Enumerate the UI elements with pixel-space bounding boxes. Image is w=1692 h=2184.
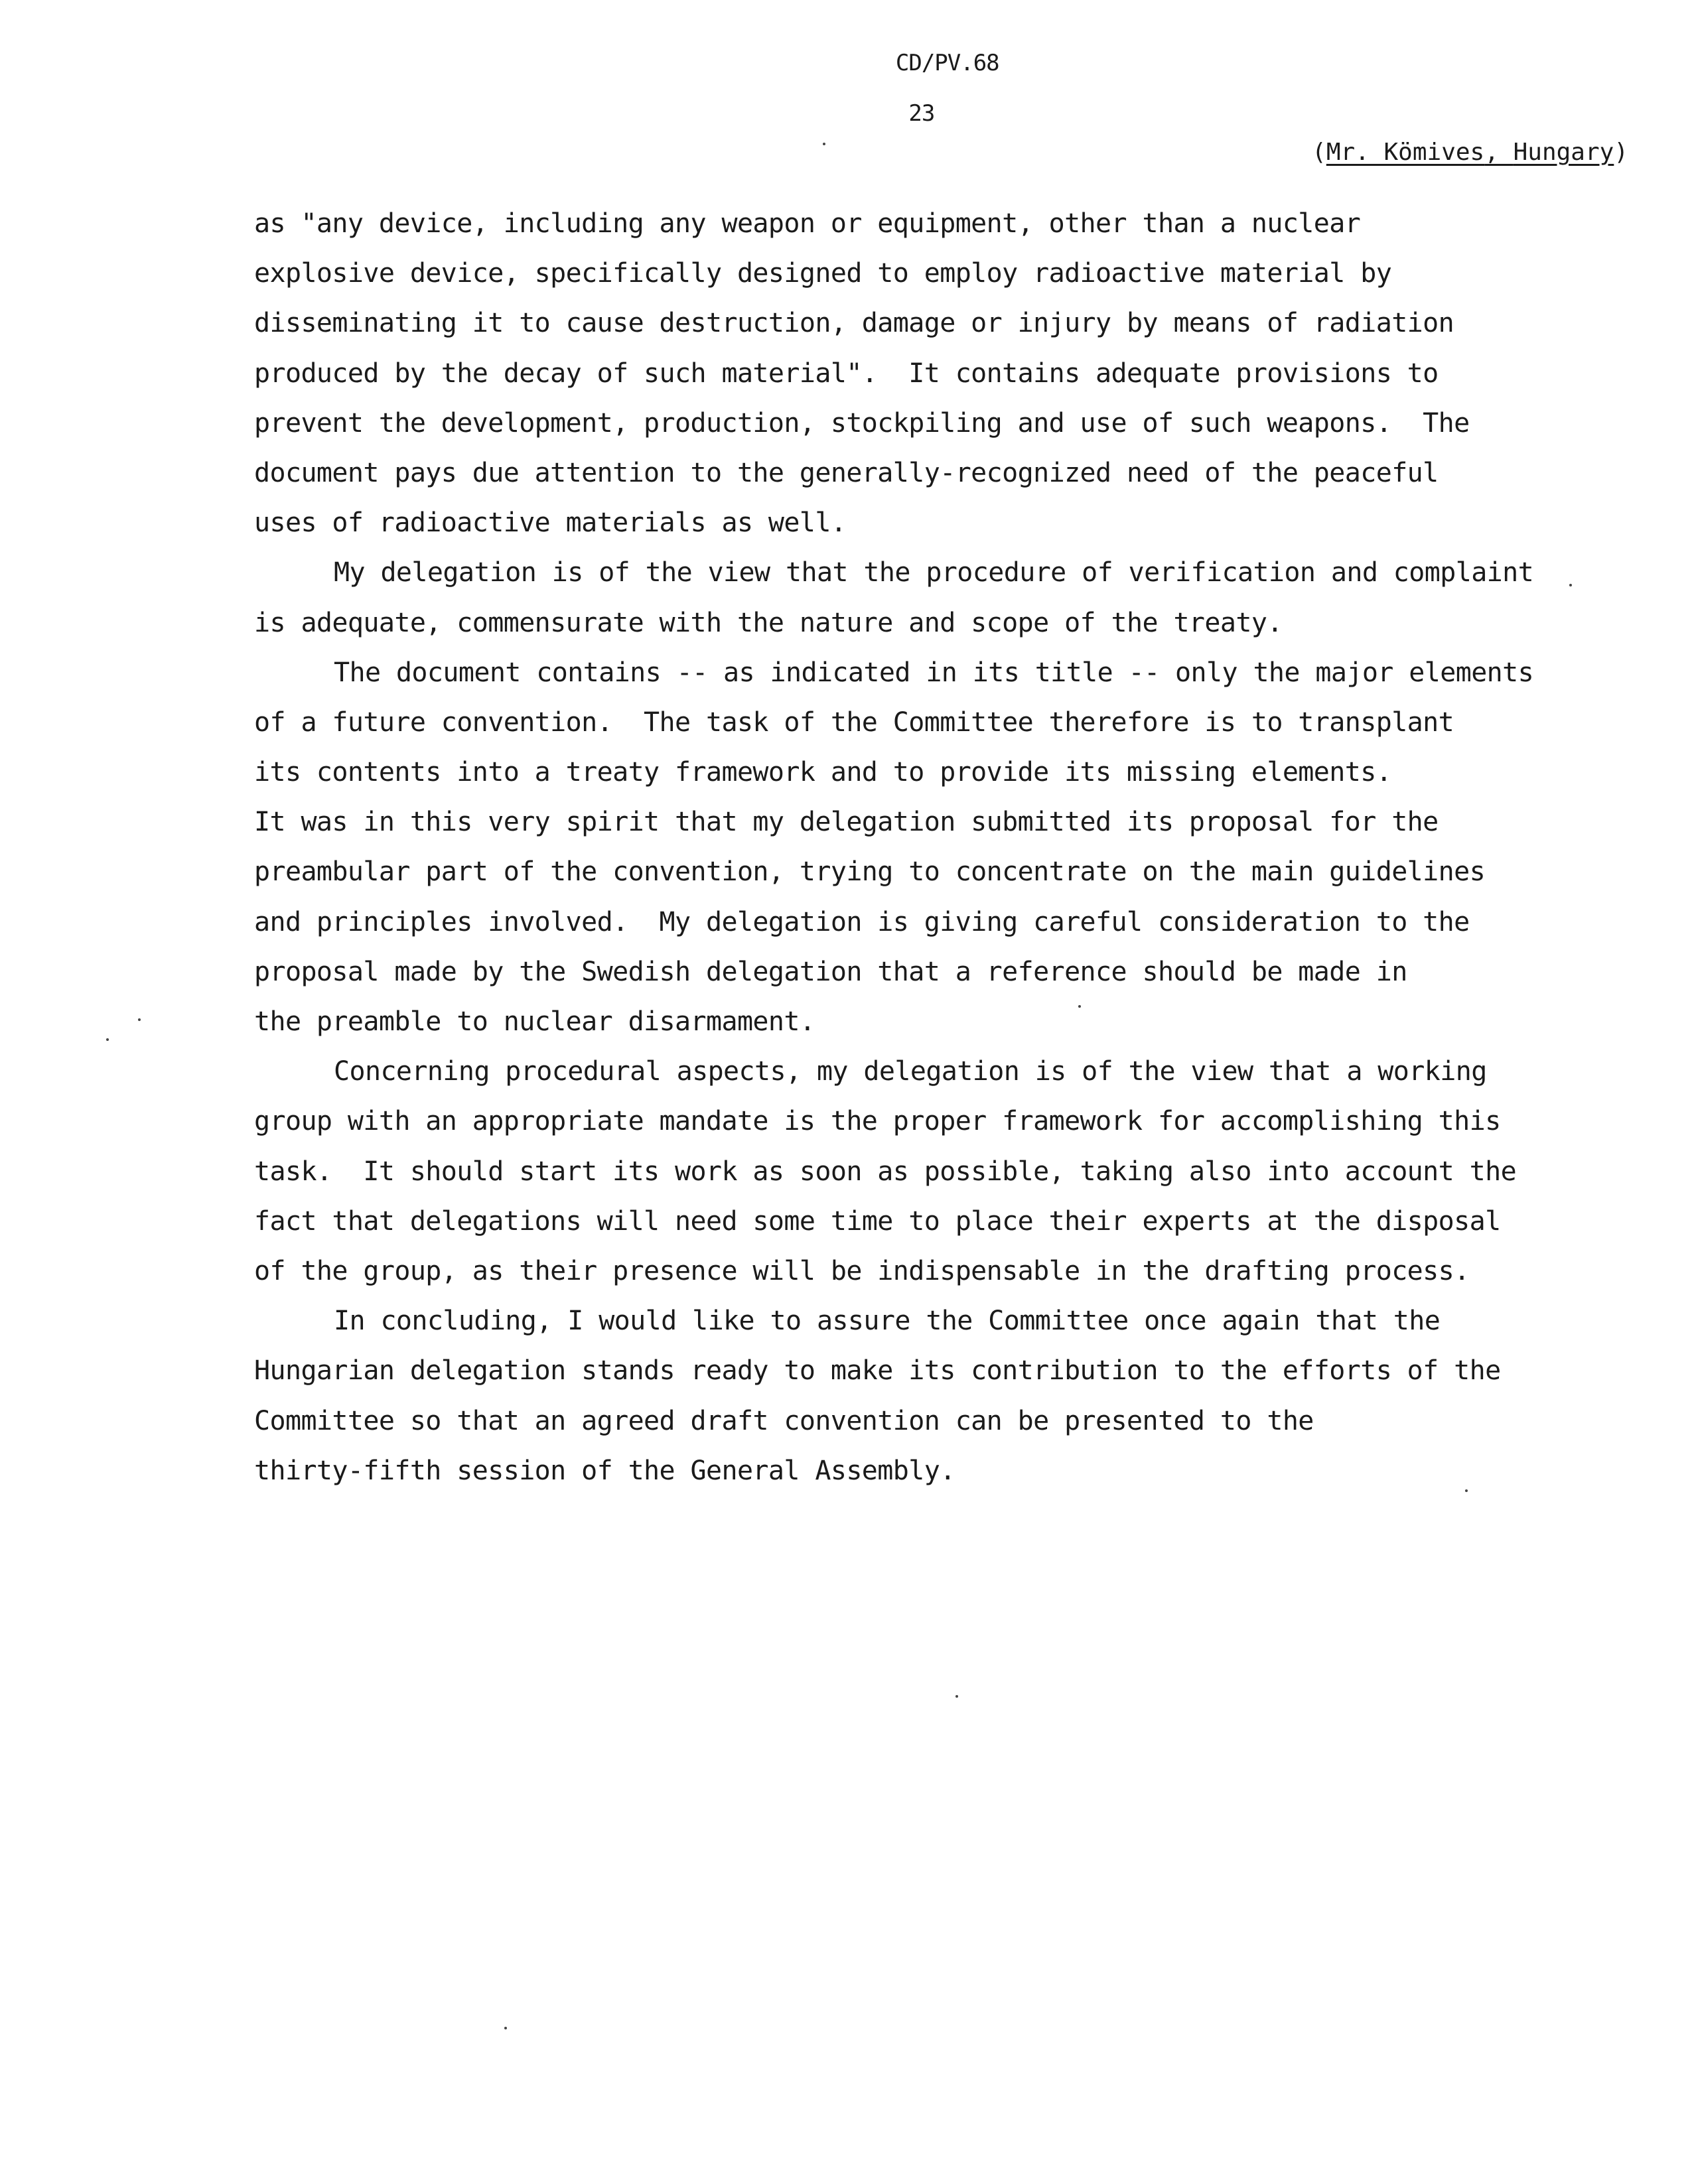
- body-line: uses of radioactive materials as well.: [254, 508, 847, 539]
- speaker-attribution: [1312, 138, 1628, 167]
- statement-body: [254, 199, 1621, 1496]
- scan-speck: [1465, 1489, 1468, 1492]
- document-code: CD/PV.68: [895, 50, 999, 76]
- body-line: disseminating it to cause destruction, damage or injury by means of radiation: [254, 308, 1454, 339]
- scan-speck: [106, 1038, 109, 1041]
- body-line: My delegation is of the view that the procedure of verification and complaint: [334, 557, 1534, 588]
- body-line: The document contains -- as indicated in its title -- only the major elements: [334, 657, 1534, 688]
- scan-speck: [138, 1018, 141, 1021]
- body-line: Hungarian delegation stands ready to make its contribution to the efforts of the: [254, 1355, 1501, 1387]
- body-line: of the group, as their presence will be indispensable in the drafting process.: [254, 1255, 1470, 1286]
- speaker-close-paren: ): [1614, 139, 1628, 166]
- body-line: fact that delegations will need some time to place their experts at the disposal: [254, 1205, 1501, 1237]
- body-line: explosive device, specifically designed to employ radioactive material by: [254, 258, 1392, 289]
- body-line: Concerning procedural aspects, my delegation is of the view that a working: [334, 1056, 1487, 1087]
- speaker-name: Mr. Kömives: [1326, 139, 1485, 166]
- body-line: produced by the decay of such material". It contains adequate provisions to: [254, 358, 1439, 389]
- speaker-open-paren: (: [1312, 139, 1326, 166]
- body-line: and principles involved. My delegation is giving careful consideration to the: [254, 906, 1470, 937]
- body-line: its contents into a treaty framework and to provide its missing elements.: [254, 757, 1392, 788]
- page-number: 23: [908, 100, 935, 127]
- body-line: It was in this very spirit that my delegation submitted its proposal for the: [254, 807, 1439, 838]
- body-line: preambular part of the convention, trying to concentrate on the main guidelines: [254, 856, 1486, 888]
- body-line: group with an appropriate mandate is the proper framework for accomplishing this: [254, 1106, 1501, 1137]
- body-line: of a future convention. The task of the Committee therefore is to transplant: [254, 707, 1454, 738]
- scan-speck: [1078, 1005, 1081, 1008]
- body-line: the preamble to nuclear disarmament.: [254, 1006, 815, 1037]
- speaker-separator: ,: [1484, 139, 1514, 166]
- scan-speck: [1569, 584, 1572, 586]
- body-line: Committee so that an agreed draft convention can be presented to the: [254, 1405, 1314, 1436]
- speaker-country: Hungary: [1513, 139, 1614, 166]
- body-line: task. It should start its work as soon as possible, taking also into account the: [254, 1156, 1517, 1187]
- body-line: proposal made by the Swedish delegation that a reference should be made in: [254, 956, 1407, 987]
- body-line: is adequate, commensurate with the nature and scope of the treaty.: [254, 607, 1283, 638]
- document-header: [844, 25, 999, 176]
- body-line: In concluding, I would like to assure the Committee once again that the: [334, 1306, 1441, 1337]
- body-line: thirty-fifth session of the General Assembly.: [254, 1455, 955, 1486]
- scan-speck: [823, 143, 825, 145]
- body-line: as "any device, including any weapon or equipment, other than a nuclear: [254, 208, 1361, 239]
- body-line: prevent the development, production, stockpiling and use of such weapons. The: [254, 407, 1470, 439]
- scan-speck: [504, 2027, 507, 2029]
- body-line: document pays due attention to the generally-recognized need of the peaceful: [254, 457, 1439, 488]
- scan-speck: [955, 1695, 958, 1698]
